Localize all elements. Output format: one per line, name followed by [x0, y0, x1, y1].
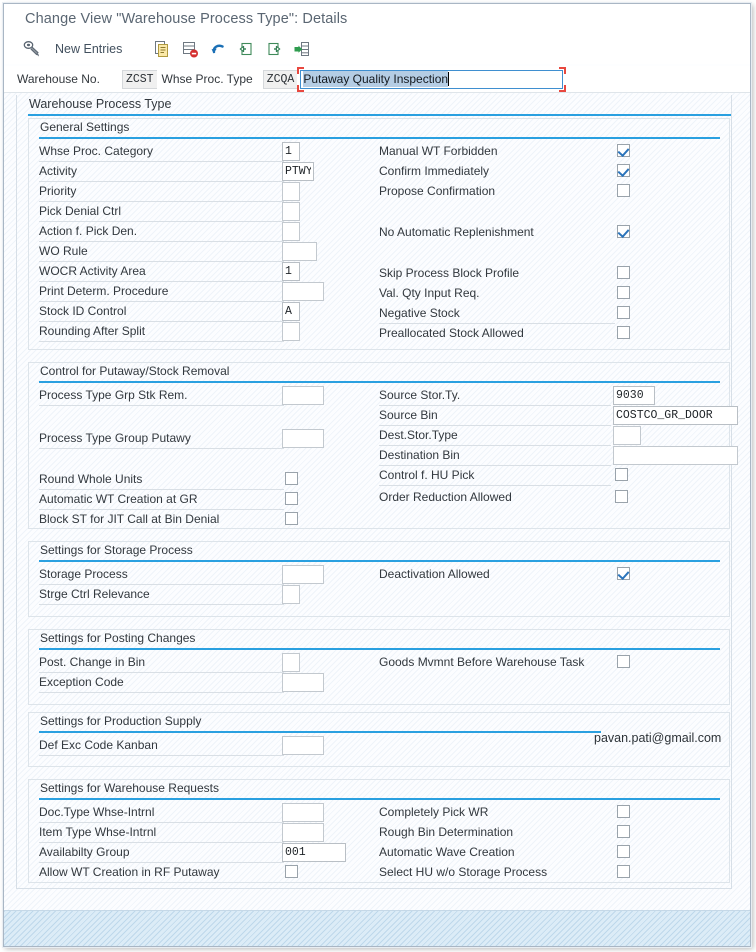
field-row-activity	[39, 162, 304, 182]
label-availabilty-group: Availabilty Group	[39, 845, 130, 859]
field-row-def-exc-code-kanban	[39, 736, 329, 756]
input-wo-rule[interactable]	[282, 242, 317, 261]
field-row-whse-proc-category	[39, 142, 304, 162]
input-destination-bin[interactable]	[613, 446, 738, 465]
field-row-action-pick-den	[39, 222, 304, 242]
input-exception-code[interactable]	[282, 673, 324, 692]
field-row-priority	[39, 182, 304, 202]
field-row-manual-wt-forbidden	[379, 142, 679, 162]
label-exception-code: Exception Code	[39, 675, 124, 689]
label-wo-rule: WO Rule	[39, 244, 88, 258]
label-confirm-immediately: Confirm Immediately	[379, 164, 490, 178]
input-availabilty-group[interactable]	[282, 843, 346, 862]
group-accent-rule	[28, 114, 731, 116]
checkbox-deactivation-allowed[interactable]	[617, 567, 630, 580]
input-wocr-activity-area[interactable]	[282, 262, 300, 281]
delete-icon[interactable]	[177, 36, 203, 62]
row-separator	[39, 692, 284, 693]
checkbox-rough-bin-determination[interactable]	[617, 825, 630, 838]
section-title-posting: Settings for Posting Changes	[40, 631, 196, 645]
details-icon[interactable]	[289, 36, 315, 62]
input-doc-type-whse-intrnl[interactable]	[282, 803, 324, 822]
field-row-source-bin	[379, 406, 709, 426]
field-row-process-type-group-putawy	[39, 429, 329, 449]
field-row-skip-process-block-profile	[379, 264, 679, 284]
form-canvas	[4, 92, 750, 912]
focus-corner-top-left	[297, 67, 304, 74]
label-block-st-jit-call: Block ST for JIT Call at Bin Denial	[39, 512, 220, 526]
field-row-completely-pick-wr	[379, 803, 709, 823]
field-row-process-type-grp-stk-rem	[39, 386, 329, 406]
field-row-deactivation-allowed	[379, 565, 709, 585]
input-storage-process[interactable]	[282, 565, 324, 584]
label-process-type-grp-stk-rem: Process Type Grp Stk Rem.	[39, 388, 188, 402]
label-doc-type-whse-intrnl: Doc.Type Whse-Intrnl	[39, 805, 155, 819]
checkbox-confirm-immediately[interactable]	[617, 164, 630, 177]
label-post-change-in-bin: Post. Change in Bin	[39, 655, 146, 669]
label-process-type-group-putawy: Process Type Group Putawy	[39, 431, 191, 445]
status-bar	[4, 910, 750, 946]
field-row-rough-bin-determination	[379, 823, 709, 843]
section-title-requests: Settings for Warehouse Requests	[40, 781, 219, 795]
field-row-preallocated-stock-allowed	[379, 324, 679, 344]
group-title: Warehouse Process Type	[29, 97, 172, 111]
toolbar	[4, 33, 750, 64]
label-negative-stock: Negative Stock	[379, 306, 460, 320]
checkbox-no-automatic-replenishment[interactable]	[617, 225, 630, 238]
focus-corner-bottom-right	[559, 85, 566, 92]
input-source-stor-ty[interactable]	[613, 386, 655, 405]
sap-window	[3, 3, 751, 947]
label-select-hu-wo-storage-process: Select HU w/o Storage Process	[379, 865, 548, 879]
label-automatic-wave-creation: Automatic Wave Creation	[379, 845, 515, 859]
warehouse-no-label: Warehouse No.	[17, 72, 100, 86]
field-row-exception-code	[39, 673, 329, 693]
input-priority[interactable]	[282, 182, 300, 201]
whse-proc-type-value: ZCQA	[263, 70, 298, 89]
field-row-item-type-whse-intrnl	[39, 823, 329, 843]
checkbox-skip-process-block-profile[interactable]	[617, 266, 630, 279]
field-row-propose-confirmation	[379, 182, 679, 202]
label-dest-stor-type: Dest.Stor.Type	[379, 428, 458, 442]
input-action-pick-den[interactable]	[282, 222, 300, 241]
label-destination-bin: Destination Bin	[379, 448, 460, 462]
checkbox-preallocated-stock-allowed[interactable]	[617, 326, 630, 339]
row-separator	[379, 485, 611, 486]
section-rule-putaway	[39, 381, 720, 383]
label-round-whole-units: Round Whole Units	[39, 472, 143, 486]
description-field-wrapper	[300, 70, 563, 89]
section-rule-production	[39, 731, 601, 733]
label-pick-denial-ctrl: Pick Denial Ctrl	[39, 204, 122, 218]
section-rule-general	[39, 137, 720, 139]
field-row-rounding-after-split	[39, 322, 304, 342]
checkbox-val-qty-input-req[interactable]	[617, 286, 630, 299]
label-automatic-wt-creation-at-gr: Automatic WT Creation at GR	[39, 492, 198, 506]
display-change-pen-icon[interactable]	[18, 36, 44, 62]
row-separator	[39, 448, 284, 449]
field-row-post-change-in-bin	[39, 653, 329, 673]
field-row-wocr-activity-area	[39, 262, 304, 282]
label-deactivation-allowed: Deactivation Allowed	[379, 567, 490, 581]
section-control-putaway-stock-removal	[28, 362, 730, 529]
section-title-putaway: Control for Putaway/Stock Removal	[40, 364, 230, 378]
field-row-control-f-hu-pick	[379, 466, 709, 486]
label-preallocated-stock-allowed: Preallocated Stock Allowed	[379, 326, 524, 340]
label-no-automatic-replenishment: No Automatic Replenishment	[379, 225, 534, 239]
checkbox-propose-confirmation[interactable]	[617, 184, 630, 197]
input-activity[interactable]	[282, 162, 314, 181]
row-separator	[39, 405, 284, 406]
text-caret	[448, 72, 449, 86]
section-rule-requests	[39, 798, 720, 800]
label-rough-bin-determination: Rough Bin Determination	[379, 825, 514, 839]
field-row-stock-id-control	[39, 302, 304, 322]
checkbox-manual-wt-forbidden[interactable]	[617, 144, 630, 157]
field-row-automatic-wave-creation	[379, 843, 709, 863]
field-row-storage-process	[39, 565, 329, 585]
field-row-destination-bin	[379, 446, 709, 466]
label-wocr-activity-area: WOCR Activity Area	[39, 264, 146, 278]
focus-corner-bottom-left	[297, 85, 304, 92]
section-warehouse-requests	[28, 779, 730, 883]
label-item-type-whse-intrnl: Item Type Whse-Intrnl	[39, 825, 157, 839]
checkbox-automatic-wave-creation[interactable]	[617, 845, 630, 858]
label-strge-ctrl-relevance: Strge Ctrl Relevance	[39, 587, 150, 601]
label-order-reduction-allowed: Order Reduction Allowed	[379, 490, 512, 504]
previous-entry-icon[interactable]	[233, 36, 259, 62]
label-stock-id-control: Stock ID Control	[39, 304, 127, 318]
checkbox-select-hu-wo-storage-process[interactable]	[617, 865, 630, 878]
field-row-availabilty-group	[39, 843, 329, 863]
label-priority: Priority	[39, 184, 77, 198]
row-separator	[39, 755, 284, 756]
checkbox-goods-mvmnt-before-warehouse-task[interactable]	[617, 655, 630, 668]
label-storage-process: Storage Process	[39, 567, 128, 581]
label-print-determ-procedure: Print Determ. Procedure	[39, 284, 169, 298]
section-rule-storage	[39, 560, 720, 562]
section-production-supply	[28, 712, 730, 767]
input-strge-ctrl-relevance[interactable]	[282, 585, 300, 604]
section-title-production: Settings for Production Supply	[40, 714, 202, 728]
description-input[interactable]	[300, 70, 563, 89]
label-action-pick-den: Action f. Pick Den.	[39, 224, 138, 238]
checkbox-order-reduction-allowed[interactable]	[615, 490, 628, 503]
checkbox-completely-pick-wr[interactable]	[617, 805, 630, 818]
field-row-no-automatic-replenishment	[379, 223, 679, 243]
checkbox-negative-stock[interactable]	[617, 306, 630, 319]
label-allow-wt-creation-rf-putaway: Allow WT Creation in RF Putaway	[39, 865, 220, 879]
section-storage-process	[28, 541, 730, 617]
label-def-exc-code-kanban: Def Exc Code Kanban	[39, 738, 158, 752]
section-title-general: General Settings	[40, 120, 130, 134]
warehouse-process-type-group	[16, 95, 732, 889]
label-activity: Activity	[39, 164, 78, 178]
description-value: Putaway Quality Inspection	[303, 72, 449, 86]
field-row-strge-ctrl-relevance	[39, 585, 329, 605]
field-row-automatic-wt-creation-at-gr	[39, 490, 309, 510]
field-row-negative-stock	[379, 304, 679, 324]
field-row-allow-wt-creation-rf-putaway	[39, 863, 329, 883]
input-whse-proc-category[interactable]	[282, 142, 300, 161]
copy-icon[interactable]	[149, 36, 175, 62]
row-separator	[39, 341, 284, 342]
page-title: Change View "Warehouse Process Type": Details	[25, 10, 348, 27]
input-item-type-whse-intrnl[interactable]	[282, 823, 324, 842]
input-process-type-grp-stk-rem[interactable]	[282, 386, 324, 405]
section-title-storage: Settings for Storage Process	[40, 543, 193, 557]
label-val-qty-input-req: Val. Qty Input Req.	[379, 286, 480, 300]
field-row-goods-mvmnt-before-warehouse-task	[379, 653, 709, 673]
input-post-change-in-bin[interactable]	[282, 653, 300, 672]
key-field-row	[4, 66, 750, 92]
label-whse-proc-category: Whse Proc. Category	[39, 144, 154, 158]
field-row-confirm-immediately	[379, 162, 679, 182]
label-source-bin: Source Bin	[379, 408, 438, 422]
field-row-round-whole-units	[39, 470, 309, 490]
field-row-doc-type-whse-intrnl	[39, 803, 329, 823]
field-row-order-reduction-allowed	[379, 488, 709, 508]
field-row-source-stor-ty	[379, 386, 709, 406]
field-row-dest-stor-type	[379, 426, 709, 446]
focus-corner-top-right	[559, 67, 566, 74]
checkbox-control-f-hu-pick[interactable]	[615, 468, 628, 481]
warehouse-no-value: ZCST	[122, 70, 157, 89]
row-separator	[39, 604, 284, 605]
input-source-bin[interactable]	[613, 406, 738, 425]
field-row-pick-denial-ctrl	[39, 202, 304, 222]
section-posting-changes	[28, 629, 730, 705]
checkbox-allow-wt-creation-rf-putaway[interactable]	[285, 865, 298, 878]
label-goods-mvmnt-before-warehouse-task: Goods Mvmnt Before Warehouse Task	[379, 655, 585, 669]
label-propose-confirmation: Propose Confirmation	[379, 184, 496, 198]
section-general-settings	[28, 118, 730, 350]
label-source-stor-ty: Source Stor.Ty.	[379, 388, 461, 402]
user-email-watermark: pavan.pati@gmail.com	[594, 731, 722, 745]
section-rule-posting	[39, 648, 720, 650]
field-row-block-st-jit-call	[39, 510, 309, 530]
checkbox-round-whole-units[interactable]	[285, 472, 298, 485]
next-entry-icon[interactable]	[261, 36, 287, 62]
label-completely-pick-wr: Completely Pick WR	[379, 805, 489, 819]
field-row-print-determ-procedure	[39, 282, 329, 302]
label-manual-wt-forbidden: Manual WT Forbidden	[379, 144, 498, 158]
checkbox-block-st-jit-call[interactable]	[285, 512, 298, 525]
input-def-exc-code-kanban[interactable]	[282, 736, 324, 755]
label-skip-process-block-profile: Skip Process Block Profile	[379, 266, 520, 280]
checkbox-automatic-wt-creation-at-gr[interactable]	[285, 492, 298, 505]
undo-icon[interactable]	[205, 36, 231, 62]
input-dest-stor-type[interactable]	[613, 426, 641, 445]
field-row-wo-rule	[39, 242, 321, 262]
new-entries-button[interactable]: New Entries	[55, 41, 123, 56]
whse-proc-type-label: Whse Proc. Type	[161, 72, 253, 86]
input-stock-id-control[interactable]	[282, 302, 300, 321]
input-print-determ-procedure[interactable]	[282, 282, 324, 301]
label-control-f-hu-pick: Control f. HU Pick	[379, 468, 475, 482]
input-rounding-after-split[interactable]	[282, 322, 300, 341]
title-bar	[4, 4, 750, 33]
input-process-type-group-putawy[interactable]	[282, 429, 324, 448]
field-row-val-qty-input-req	[379, 284, 679, 304]
input-pick-denial-ctrl[interactable]	[282, 202, 300, 221]
field-row-select-hu-wo-storage-process	[379, 863, 709, 883]
label-rounding-after-split: Rounding After Split	[39, 324, 146, 338]
